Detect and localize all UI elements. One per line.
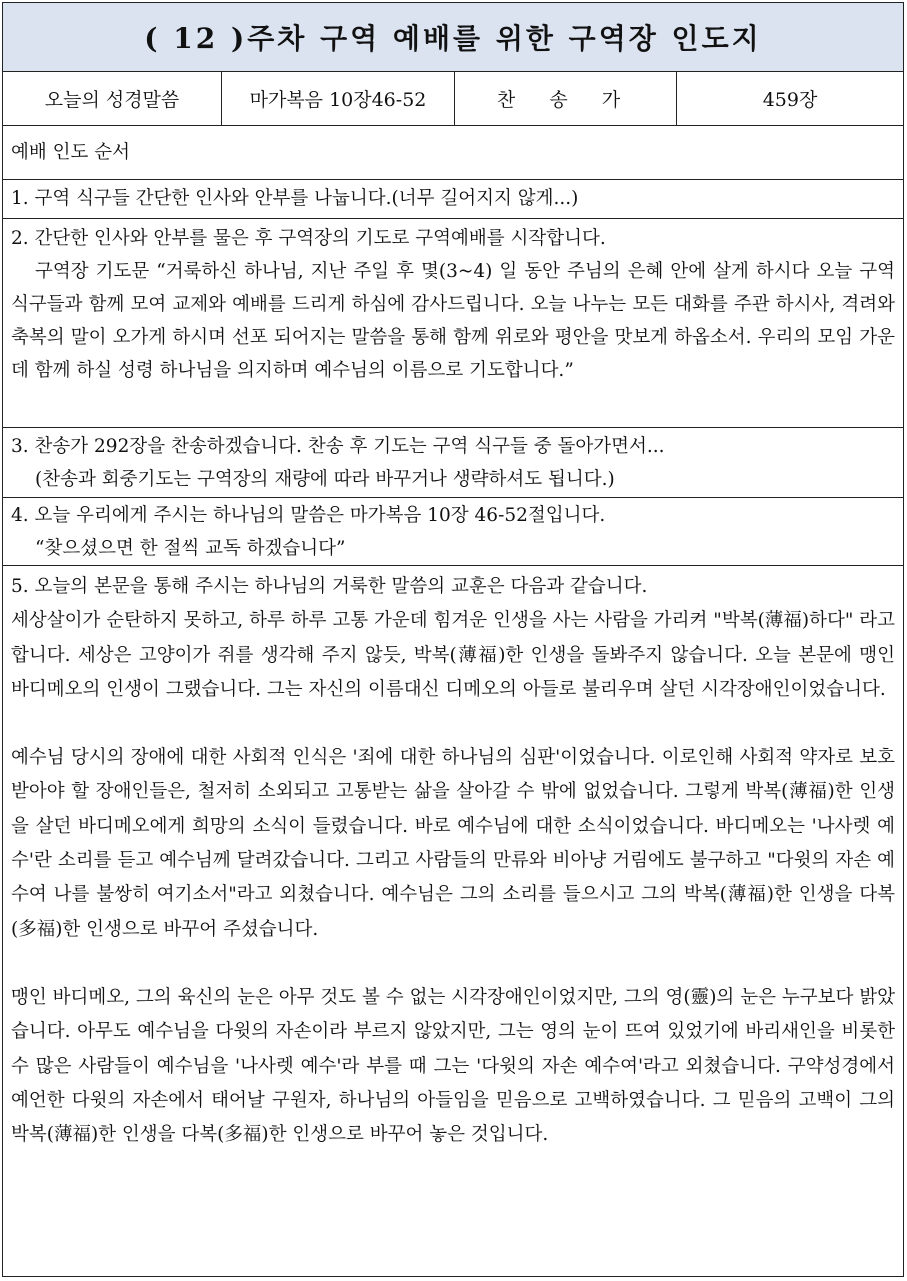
opening-prayer (11, 255, 895, 387)
step-4 (3, 498, 903, 566)
sermon-paragraph-1: 세상살이가 순탄하지 못하고, 하루 하루 고통 가운데 힘겨운 인생을 사는 사람을 가리켜 "박복(薄福)하다" 라고 합니다. 세상은 고양이가 쥐를 생각해 주지 않듯, 박복(薄福)한 인생을 돌봐주지 않습니다. 오늘 본문에 맹인 바디메오의 인생이 그랬습니다. 그는 자신의 이름대신 디메오의 아들로 불리우며 살던 시각장애인이었습니다. (11, 610, 895, 700)
step-1 (3, 180, 903, 219)
step-4-line: 4. 오늘 우리에게 주시는 하나님의 말씀은 마가복음 10장 46-52절입니다. (11, 505, 606, 526)
step-1-text: 1. 구역 식구들 간단한 인사와 안부를 나눕니다.(너무 길어지지 않게...) (11, 188, 579, 209)
step-2 (3, 219, 903, 428)
paragraph-gap (11, 707, 895, 741)
order-heading (3, 126, 903, 180)
step-3-note: (찬송과 회중기도는 구역장의 재량에 따라 바꾸거나 생략하셔도 됩니다.) (35, 469, 615, 490)
scripture-label: 오늘의 성경말씀 (3, 72, 222, 125)
sermon-paragraph-2: 예수님 당시의 장애에 대한 사회적 인식은 '죄에 대한 하나님의 심판'이었습니다. 이로인해 사회적 약자로 보호받아야 할 장애인들은, 철저히 소외되고 고통받는 삶을 살아갈 수 밖에 없었습니다. 그렇게 박복(薄福)한 인생을 살던 바디메오에게 희망의 소식이 들렸습니다. 바로 예수님에 대한 소식이었습니다. 바디메오는 '나사렛 예수'란 소리를 듣고 예수님께 달려갔습니다. 그리고 사람들의 만류와 비아냥 거림에도 불구하고 "다윗의 자손 예수여 나를 불쌍히 여기소서"라고 외쳤습니다. 예수님은 그의 소리를 들으시고 그의 박복(薄福)한 인생을 다복(多福)한 인생으로 바꾸어 주셨습니다. (11, 747, 895, 940)
paragraph-gap (11, 947, 895, 981)
step-5 (3, 566, 903, 1152)
step-5-line: 5. 오늘의 본문을 통해 주시는 하나님의 거룩한 말씀의 교훈은 다음과 같습니다. (11, 576, 648, 597)
page-title: ( 12 )주차 구역 예배를 위한 구역장 인도지 (3, 3, 903, 72)
order-heading-text: 예배 인도 순서 (11, 142, 130, 163)
info-row (3, 72, 903, 126)
hymn-value: 459장 (762, 89, 818, 111)
hymn-label: 찬 송 가 (455, 72, 677, 125)
step-3-line: 3. 찬송가 292장을 찬송하겠습니다. 찬송 후 기도는 구역 식구들 중 돌아가면서... (11, 436, 665, 457)
opening-prayer-text: 구역장 기도문 “거룩하신 하나님, 지난 주일 후 몇(3~4) 일 동안 주님의 은혜 안에 살게 하시다 오늘 구역 식구들과 함께 모여 교제와 예배를 드리게 하심에 감사드립니다. 오늘 나누는 모든 대화를 주관 하시사, 격려와 축복의 말이 오가게 하시며 선포 되어지는 말씀을 통해 함께 위로와 평안을 맛보게 하옵소서. 우리의 모임 가운데 함께 하실 성령 하나님을 의지하며 예수님의 이름으로 기도합니다.” (11, 261, 895, 381)
sermon-paragraph-3: 맹인 바디메오, 그의 육신의 눈은 아무 것도 볼 수 없는 시각장애인이었지만, 그의 영(靈)의 눈은 누구보다 밝았습니다. 아무도 예수님을 다윗의 자손이라 부르지 않았지만, 그는 영의 눈이 뜨여 있었기에 바리새인을 비롯한 수 많은 사람들이 예수님을 '나사렛 예수'라 부를 때 그는 '다윗의 자손 예수여'라고 외쳤습니다. 구약성경에서 예언한 다윗의 자손에서 태어날 구원자, 하나님의 아들임을 믿음으로 고백하였습니다. 그 믿음의 고백이 그의 박복(薄福)한 인생을 다복(多福)한 인생으로 바꾸어 놓은 것입니다. (11, 986, 895, 1146)
worship-guide-sheet (2, 2, 904, 1277)
step-2-line: 2. 간단한 인사와 안부를 물은 후 구역장의 기도로 구역예배를 시작합니다. (11, 228, 606, 249)
step-4-note: “찾으셨으면 한 절씩 교독 하겠습니다” (35, 538, 346, 559)
step-3 (3, 428, 903, 498)
scripture-value: 마가복음 10장46-52 (222, 72, 455, 125)
